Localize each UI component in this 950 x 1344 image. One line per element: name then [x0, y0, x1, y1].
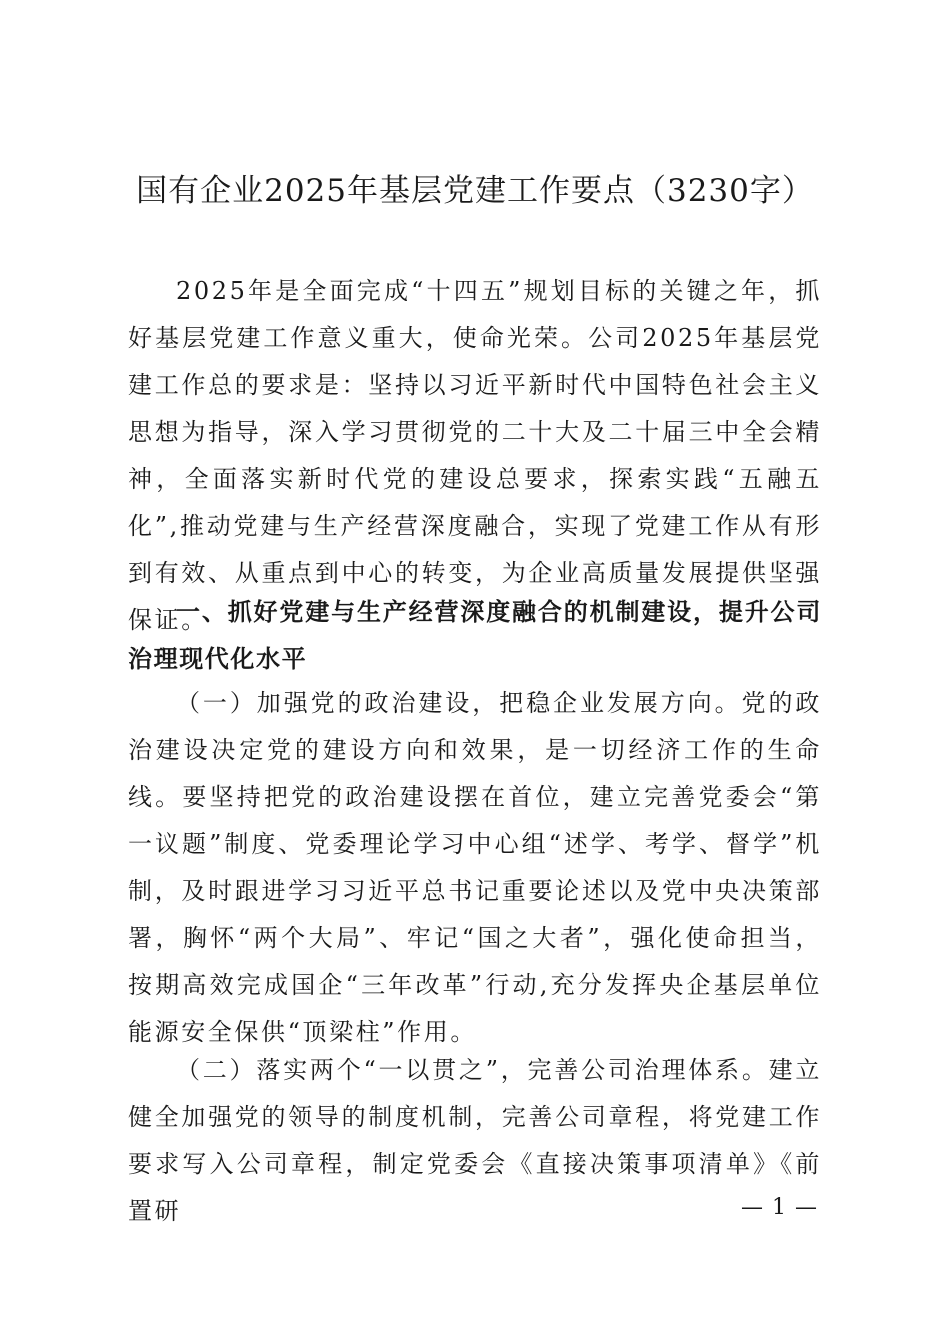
- page-number: — 1 —: [741, 1195, 818, 1220]
- intro-paragraph: 2025年是全面完成“十四五”规划目标的关键之年，抓好基层党建工作意义重大，使命光荣。公司2025年基层党建工作总的要求是：坚持以习近平新时代中国特色社会主义思想为指导，深入学习贯彻党的二十大及二十届三中全会精神，全面落实新时代党的建设总要求，探索实践“五融五化”,推动党建与生产经营深度融合，实现了党建工作从有形到有效、从重点到中心的转变，为企业高质量发展提供坚强保证。: [128, 277, 822, 634]
- subsection-paragraph-1: （一）加强党的政治建设，把稳企业发展方向。党的政治建设决定党的建设方向和效果，是一切经济工作的生命线。要坚持把党的政治建设摆在首位，建立完善党委会“第一议题”制度、党委理论学习中心组“述学、考学、督学”机制，及时跟进学习习近平总书记重要论述以及党中央决策部署，胸怀“两个大局”、牢记“国之大者”，强化使命担当，按期高效完成国企“三年改革”行动,充分发挥央企基层单位能源安全保供“顶梁柱”作用。: [128, 689, 822, 1046]
- document-title: 国有企业2025年基层党建工作要点（3230字）: [136, 173, 814, 209]
- section-heading-1: 一、抓好党建与生产经营深度融合的机制建设，提升公司治理现代化水平: [128, 598, 822, 673]
- subsection-paragraph-2: （二）落实两个“一以贯之”，完善公司治理体系。建立健全加强党的领导的制度机制，完善公司章程，将党建工作要求写入公司章程，制定党委会《直接决策事项清单》《前置研: [128, 1056, 822, 1225]
